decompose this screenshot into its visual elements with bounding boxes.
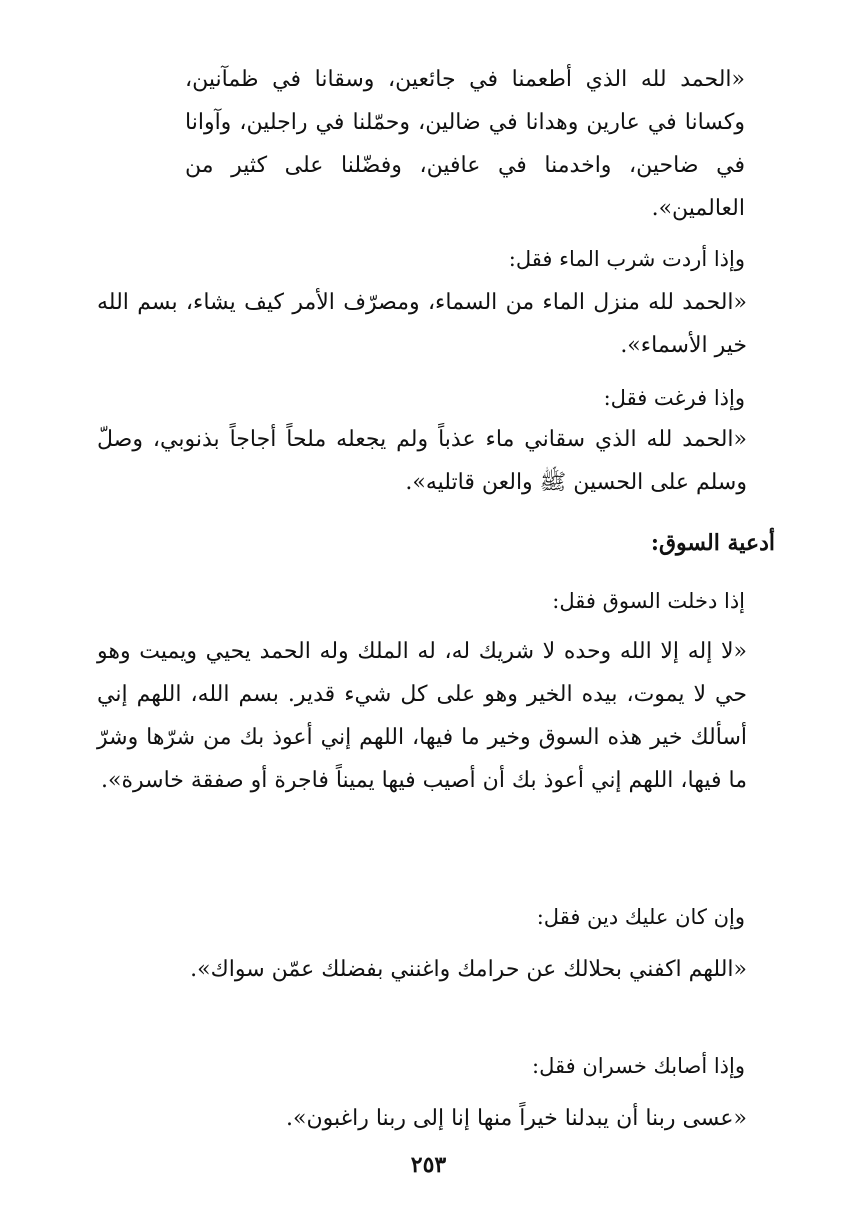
page-number: ٢٥٣ [410, 1152, 447, 1178]
dua-debt: «اللهم اكفني بحلالك عن حرامك واغنني بفضلك عمّن سواك». [190, 957, 747, 982]
dua-drinking-water: «الحمد لله منزل الماء من السماء، ومصرّف الأمر كيف يشاء، بسم الله خير الأسماء». [97, 290, 747, 358]
section-heading-market: أدعية السوق: [650, 530, 775, 556]
instruction-entering-market: إذا دخلت السوق فقل: [552, 589, 745, 613]
dua-after-drinking: «الحمد لله الذي سقاني ماء عذباً ولم يجعله ملحاً أجاجاً بذنوبي، وصلّ وسلم على الحسين ﷺ والعن قاتليه». [97, 427, 747, 495]
dua-loss: «عسى ربنا أن يبدلنا خيراً منها إنا إلى ربنا راغبون». [286, 1106, 747, 1131]
instruction-drinking-water: وإذا أردت شرب الماء فقل: [508, 247, 745, 271]
instruction-after-drinking: وإذا فرغت فقل: [603, 386, 745, 410]
dua-entering-market: «لا إله إلا الله وحده لا شريك له، له الملك وله الحمد يحيي ويميت وهو حي لا يموت، بيده الخير وهو على كل شيء قدير. بسم الله، اللهم إني أسألك خير هذه السوق وخير ما فيها، اللهم إني أعوذ بك من شرّها وشرّ ما فيها، اللهم إني أعوذ بك أن أصيب فيها يميناً فاجرة أو صفقة خاسرة». [97, 639, 747, 793]
instruction-loss: وإذا أصابك خسران فقل: [532, 1054, 745, 1078]
instruction-debt: وإن كان عليك دين فقل: [536, 905, 745, 929]
dua-after-eating: «الحمد لله الذي أطعمنا في جائعين، وسقانا في ظمآنين، وكسانا في عارين وهدانا في ضالين، وحمّلنا في راجلين، وآوانا في ضاحين، واخدمنا في عافين، وفضّلنا على كثير من العالمين». [185, 67, 745, 221]
